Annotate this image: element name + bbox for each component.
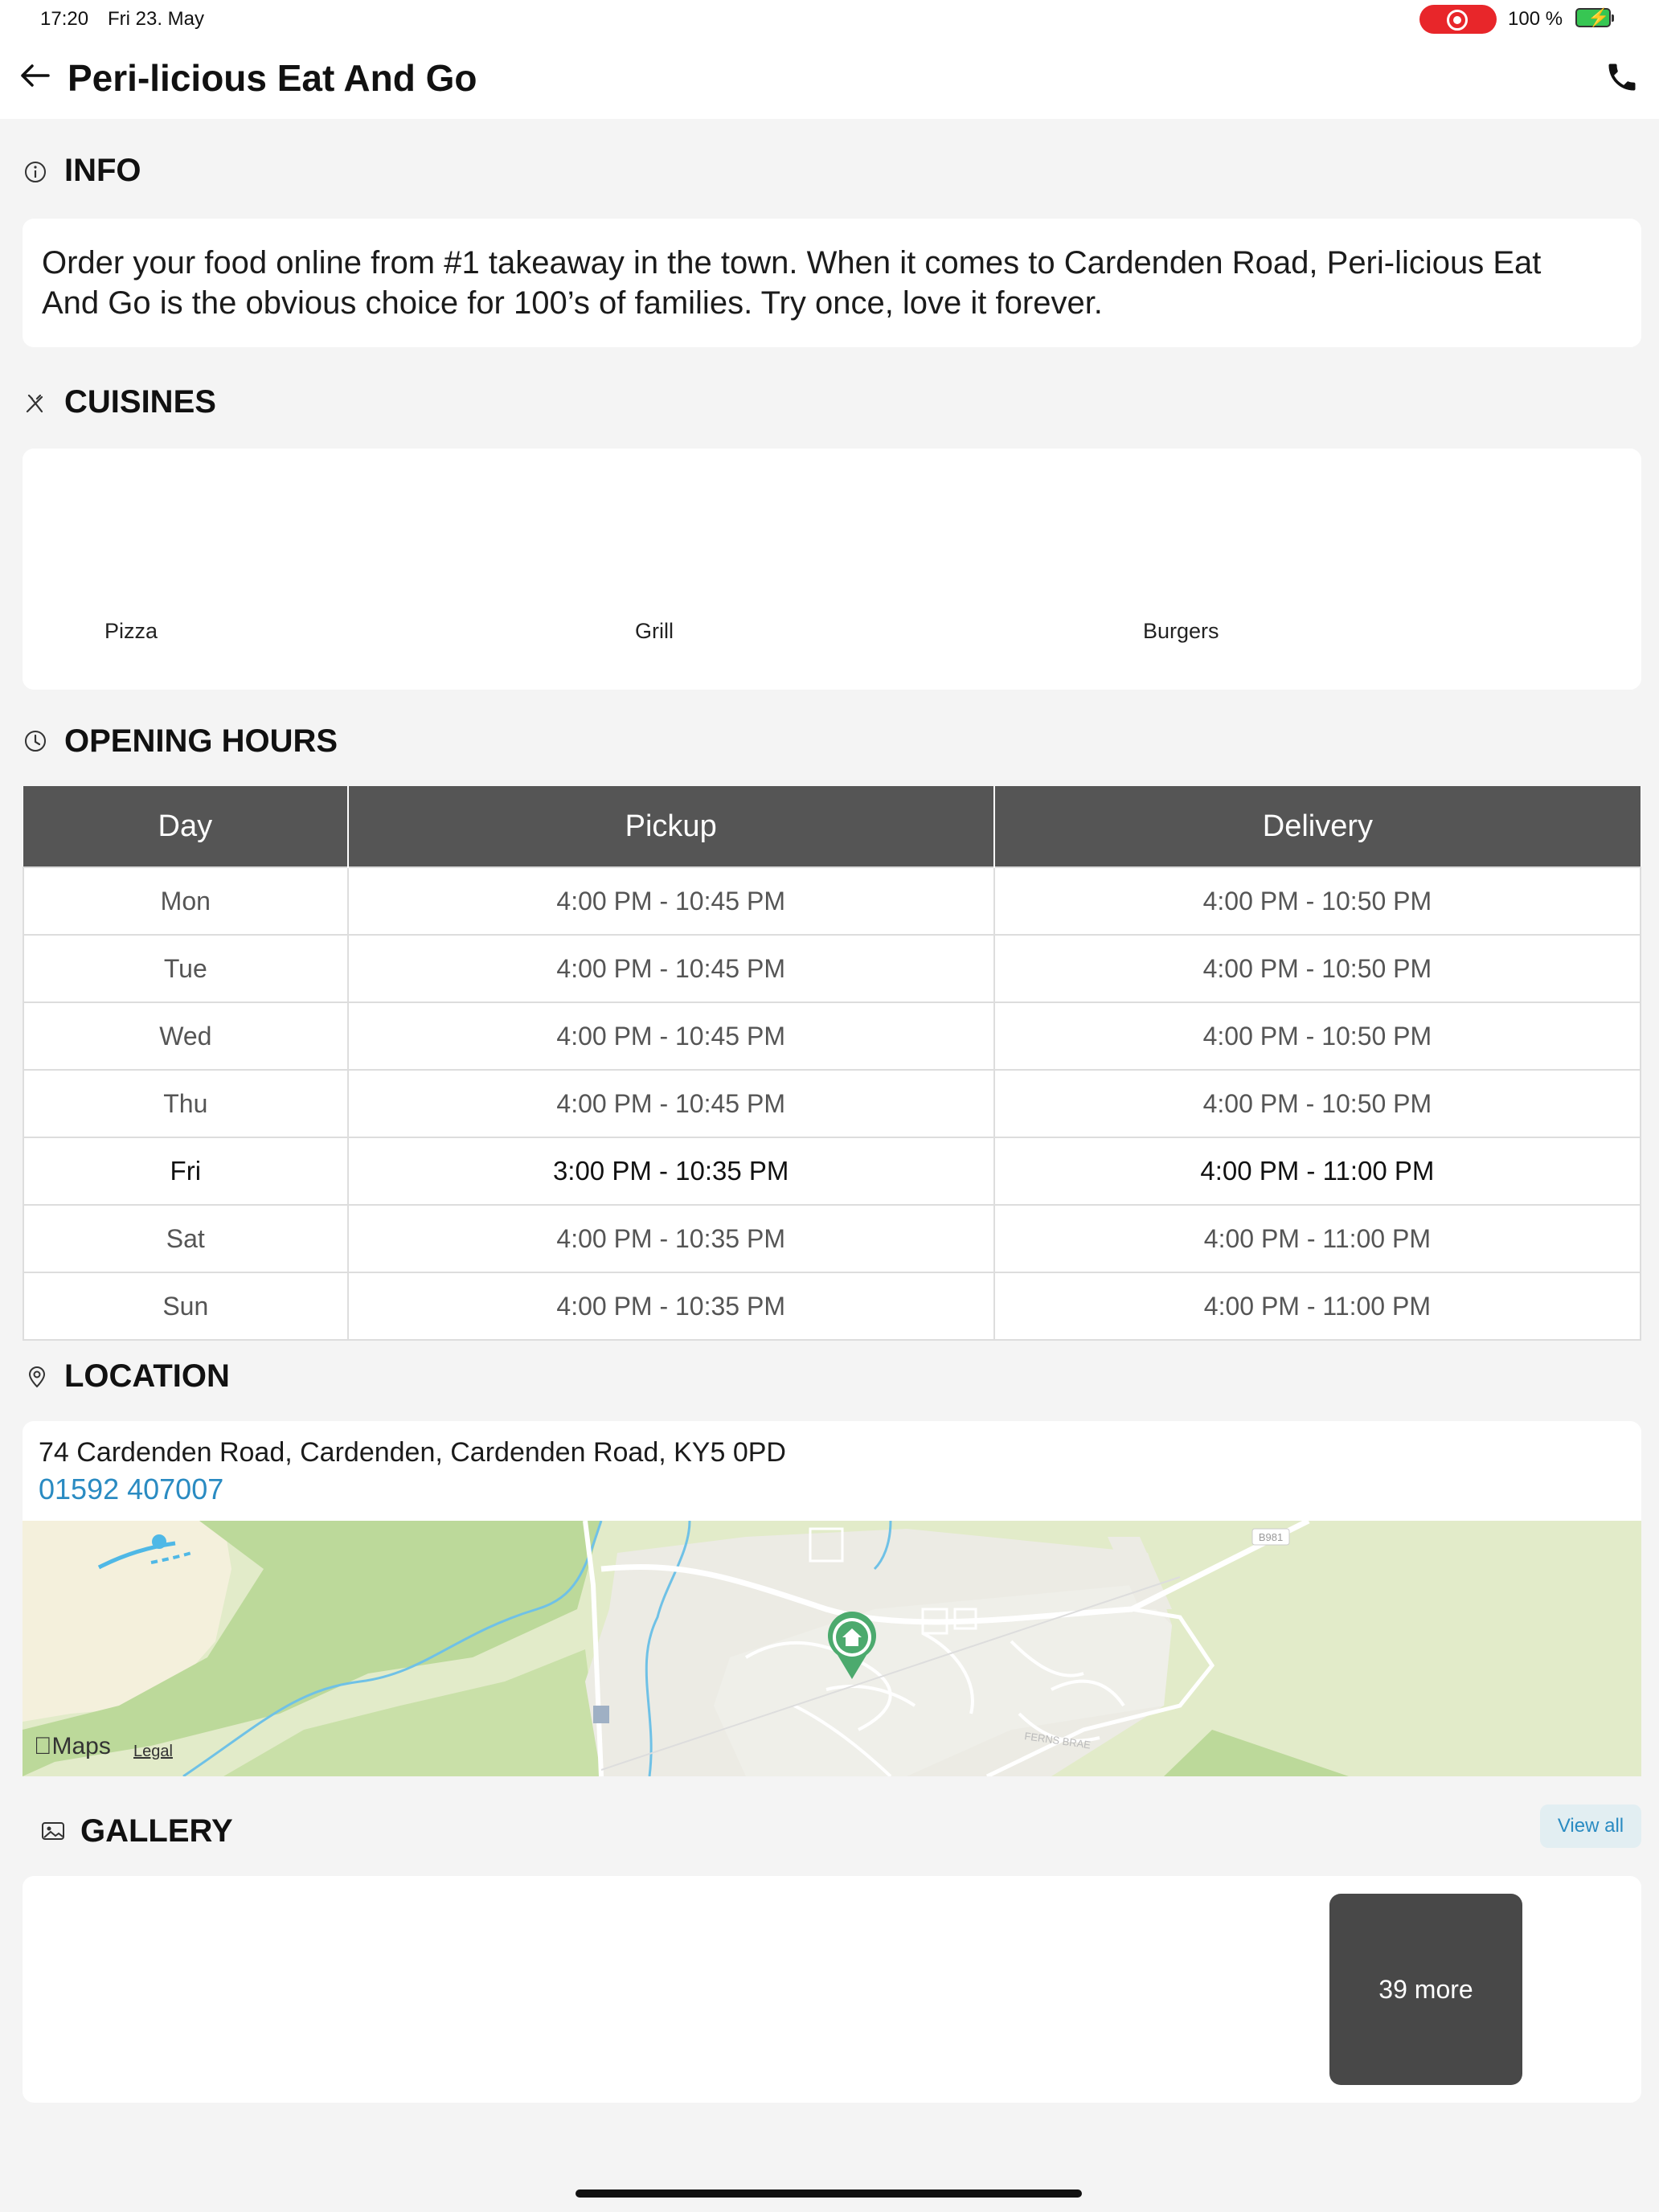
- info-description: Order your food online from #1 takeaway in the town. When it comes to Cardenden Road, Peri-licious Eat And Go is the obvious choice for 100’s of families. Try once, love it forever.: [42, 245, 1542, 321]
- day-cell: Thu: [23, 1070, 348, 1137]
- pickup-cell: 4:00 PM - 10:45 PM: [348, 1002, 994, 1070]
- column-header-day: Day: [23, 786, 348, 867]
- opening-hours-heading: OPENING HOURS: [64, 723, 338, 759]
- status-bar: [0, 0, 1659, 39]
- cuisine-grill[interactable]: Grill: [635, 619, 674, 643]
- apple-maps-logo: [34, 1733, 111, 1760]
- record-icon: [1447, 10, 1468, 31]
- gallery-heading: GALLERY: [80, 1813, 233, 1849]
- back-arrow-icon[interactable]: [16, 56, 55, 95]
- gallery-more-tile[interactable]: 39 more: [1329, 1894, 1522, 2085]
- page-title: Peri-licious Eat And Go: [68, 57, 477, 99]
- delivery-cell: 4:00 PM - 11:00 PM: [994, 1205, 1641, 1272]
- column-header-pickup: Pickup: [348, 786, 994, 867]
- delivery-cell: 4:00 PM - 10:50 PM: [994, 935, 1641, 1002]
- cuisines-heading: CUISINES: [64, 384, 216, 420]
- app-bar: [0, 39, 1659, 119]
- delivery-cell: 4:00 PM - 10:50 PM: [994, 1070, 1641, 1137]
- house-map-pin-icon[interactable]: [826, 1612, 878, 1679]
- table-header-row: [23, 786, 1641, 867]
- column-header-delivery: Delivery: [994, 786, 1641, 867]
- pickup-cell: 3:00 PM - 10:35 PM: [348, 1137, 994, 1205]
- day-cell: Sun: [23, 1272, 348, 1340]
- home-indicator[interactable]: [576, 2189, 1082, 2198]
- day-cell: Fri: [23, 1137, 348, 1205]
- cuisine-pizza[interactable]: Pizza: [104, 619, 158, 643]
- table-row: [23, 867, 1641, 935]
- day-cell: Wed: [23, 1002, 348, 1070]
- opening-hours-table: [23, 786, 1641, 1341]
- maps-brand-text: Maps: [34, 1733, 93, 1759]
- pickup-cell: 4:00 PM - 10:35 PM: [348, 1272, 994, 1340]
- day-cell: Mon: [23, 867, 348, 935]
- pickup-cell: 4:00 PM - 10:35 PM: [348, 1205, 994, 1272]
- delivery-cell: 4:00 PM - 10:50 PM: [994, 867, 1641, 935]
- battery-icon: ⚡: [1575, 8, 1611, 27]
- day-cell: Tue: [23, 935, 348, 1002]
- street-label: FERNS BRAE: [1023, 1730, 1092, 1751]
- info-card: [23, 219, 1641, 347]
- phone-call-icon[interactable]: [1604, 59, 1640, 95]
- table-row: [23, 1002, 1641, 1070]
- location-pin-icon: [24, 1363, 50, 1389]
- delivery-cell: 4:00 PM - 11:00 PM: [994, 1137, 1641, 1205]
- road-number-label: B981: [1258, 1531, 1284, 1543]
- view-all-button[interactable]: View all: [1540, 1804, 1641, 1848]
- location-heading: LOCATION: [64, 1358, 230, 1394]
- table-row: [23, 935, 1641, 1002]
- table-row: [23, 1272, 1641, 1340]
- status-date: Fri 23. May: [108, 8, 205, 30]
- delivery-cell: 4:00 PM - 10:50 PM: [994, 1002, 1641, 1070]
- maps-legal-link[interactable]: Legal: [133, 1743, 173, 1760]
- address-text: 74 Cardenden Road, Cardenden, Cardenden Road, KY5 0PD: [39, 1437, 786, 1468]
- day-cell: Sat: [23, 1205, 348, 1272]
- pickup-cell: 4:00 PM - 10:45 PM: [348, 1070, 994, 1137]
- cuisines-card: [23, 449, 1641, 690]
- location-card: [23, 1421, 1641, 1521]
- table-row: [23, 1205, 1641, 1272]
- screen-recording-indicator[interactable]: [1419, 5, 1497, 34]
- battery-percent: 100 %: [1508, 8, 1563, 30]
- table-row: [23, 1070, 1641, 1137]
- status-time: 17:20: [40, 8, 89, 30]
- pickup-cell: 4:00 PM - 10:45 PM: [348, 867, 994, 935]
- gallery-image-icon: [40, 1818, 66, 1844]
- utensils-icon: [23, 391, 48, 416]
- table-row-today: [23, 1137, 1641, 1205]
- info-heading: INFO: [64, 153, 141, 188]
- info-icon: [23, 159, 48, 185]
- location-map[interactable]: [23, 1521, 1641, 1776]
- cuisine-burgers[interactable]: Burgers: [1143, 619, 1219, 643]
- delivery-cell: 4:00 PM - 11:00 PM: [994, 1272, 1641, 1340]
- pickup-cell: 4:00 PM - 10:45 PM: [348, 935, 994, 1002]
- phone-number-link[interactable]: 01592 407007: [39, 1473, 224, 1505]
- clock-icon: [23, 728, 48, 754]
